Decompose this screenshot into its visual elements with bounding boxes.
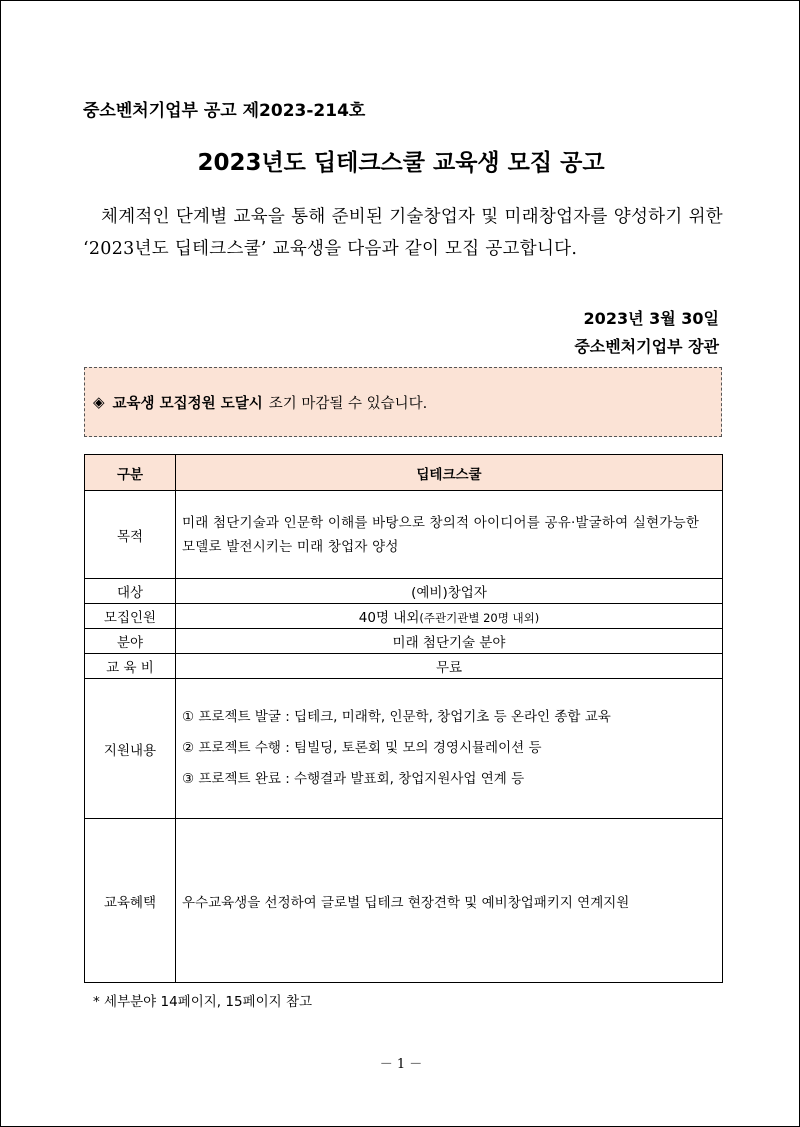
page-number: － 1 －	[379, 1057, 423, 1072]
recruits-value: 40명 내외	[358, 610, 420, 626]
support-label: 지원내용	[85, 679, 176, 819]
fee-value: 무료	[176, 654, 723, 679]
support-item: ① 프로젝트 발굴 : 딥테크, 미래학, 인문학, 창업기초 등 온라인 종합 교육	[182, 709, 611, 725]
header-program: 딥테크스쿨	[176, 455, 723, 491]
table-row	[85, 654, 723, 679]
notice-date: 2023년 3월 30일	[583, 309, 719, 328]
fee-label: 교 육 비	[85, 654, 176, 679]
diamond-bullet-icon: ◈	[93, 393, 105, 411]
purpose-value: 미래 첨단기술과 인문학 이해를 바탕으로 창의적 아이디어를 공유·발굴하여 실현가능한 모델로 발전시키는 미래 창업자 양성	[176, 491, 723, 579]
support-item: ③ 프로젝트 완료 : 수행결과 발표회, 창업지원사업 연계 등	[182, 771, 525, 787]
signer: 중소벤처기업부 장관	[574, 337, 719, 356]
intro-paragraph: 체계적인 단계별 교육을 통해 준비된 기술창업자 및 미래창업자를 양성하기 위한 ‘2023년도 딥테크스쿨’ 교육생을 다음과 같이 모집 공고합니다.	[83, 207, 723, 259]
table-header-row	[85, 455, 723, 491]
footnote: * 세부분야 14페이지, 15페이지 참고	[93, 994, 313, 1010]
callout-text: 조기 마감될 수 있습니다.	[268, 395, 428, 412]
support-list	[176, 679, 723, 819]
recruits-note: (주관기관별 20명 내외)	[419, 611, 540, 625]
field-value: 미래 첨단기술 분야	[176, 629, 723, 654]
table-row	[85, 629, 723, 654]
table-row	[85, 604, 723, 629]
callout-box	[84, 367, 722, 437]
purpose-label: 목적	[85, 491, 176, 579]
field-label: 분야	[85, 629, 176, 654]
benefit-label: 교육혜택	[85, 819, 176, 983]
notice-number: 중소벤처기업부 공고 제2023-214호	[83, 101, 366, 121]
target-label: 대상	[85, 579, 176, 604]
benefit-value: 우수교육생을 선정하여 글로벌 딥테크 현장견학 및 예비창업패키지 연계지원	[176, 819, 723, 983]
support-item: ② 프로젝트 수행 : 팀빌딩, 토론회 및 모의 경영시뮬레이션 등	[182, 740, 542, 756]
callout-bold-text: 교육생 모집정원 도달시	[112, 395, 263, 412]
table-row	[85, 491, 723, 579]
page-title: 2023년도 딥테크스쿨 교육생 모집 공고	[197, 150, 605, 176]
header-category: 구분	[85, 455, 176, 491]
table-row	[85, 819, 723, 983]
info-table	[84, 454, 723, 983]
recruits-cell	[176, 604, 723, 629]
recruits-label: 모집인원	[85, 604, 176, 629]
table-row	[85, 579, 723, 604]
target-value: (예비)창업자	[176, 579, 723, 604]
table-row	[85, 679, 723, 819]
